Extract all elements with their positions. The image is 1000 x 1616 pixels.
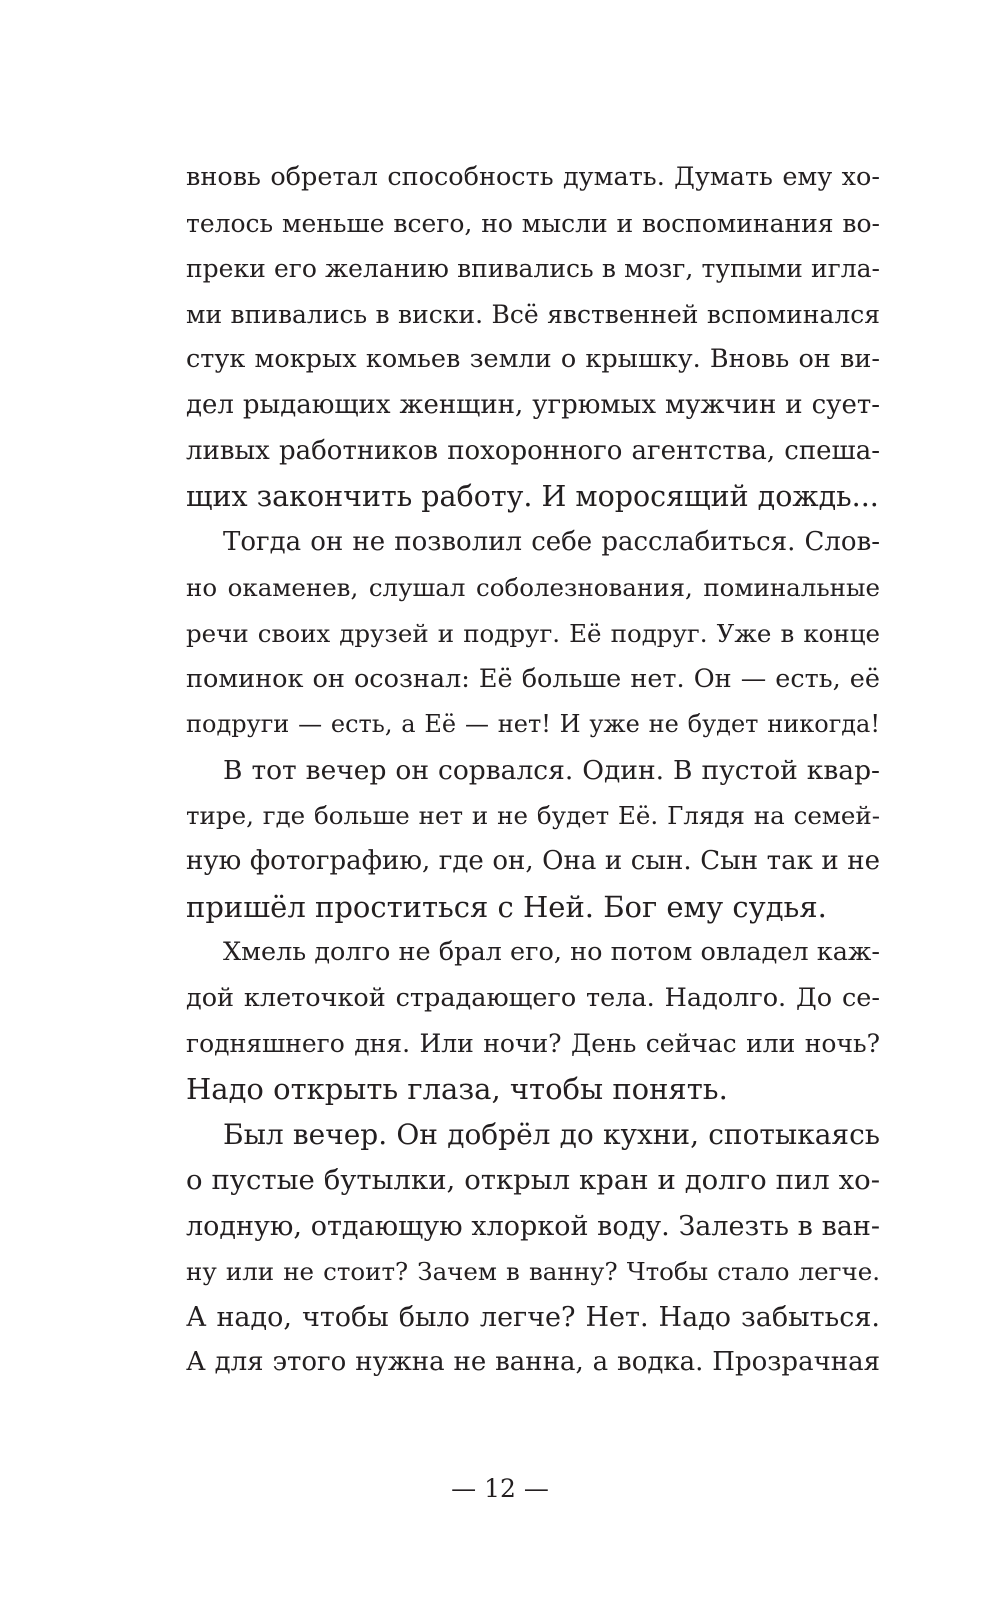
text-line: Хмель долго не брал его, но потом овладел каж- [223,937,880,968]
paragraph [186,930,880,1112]
paragraph [186,155,880,520]
text-line: речи своих друзей и подруг. Её подруг. Уже в конце [186,618,880,648]
text-line: дой клеточкой страдающего тела. Надолго. До се- [186,982,880,1013]
text-line: вновь обретал способность думать. Думать ему хо- [186,162,880,192]
text-line: годняшнего дня. Или ночи? День сейчас или ночь? [186,1029,880,1059]
text-line: но окаменев, слушал соболезнования, поминальные [186,573,880,603]
paragraph [186,520,880,748]
paragraph [186,748,880,930]
text-line: ную фотографию, где он, Она и сын. Сын так и не [186,845,880,876]
text-line: подруги — есть, а Её — нет! И уже не будет никогда! [186,710,880,739]
text-line: поминок он осознал: Её больше нет. Он — есть, её [186,663,880,694]
text-line: дел рыдающих женщин, угрюмых мужчин и сует- [186,389,880,420]
text-line: ми впивались в виски. Всё явственней вспоминался [186,299,880,329]
text-line: о пустые бутылки, открыл кран и долго пил хо- [186,1164,880,1197]
page-number: — 12 — [451,1474,549,1503]
text-line: лодную, отдающую хлоркой воду. Залезть в ван- [186,1210,880,1242]
text-line: преки его желанию впивались в мозг, тупыми игла- [186,254,880,284]
text-line: пришёл проститься с Ней. Бог ему судья. [186,889,827,924]
text-line: ливых работников похоронного агентства, спеша- [186,435,880,466]
text-line: А надо, чтобы было легче? Нет. Надо забыться. [186,1301,880,1333]
text-line: тире, где больше нет и не будет Её. Глядя на семей- [186,801,880,831]
text-line: ну или не стоит? Зачем в ванну? Чтобы стало легче. [186,1257,880,1287]
page-text-body [186,155,880,1386]
text-line: щих закончить работу. И моросящий дождь... [186,480,879,514]
paragraph [186,1112,880,1386]
text-line: А для этого нужна не ванна, а водка. Прозрачная [186,1347,880,1378]
text-line: В тот вечер он сорвался. Один. В пустой квар- [223,754,880,786]
text-line: стук мокрых комьев земли о крышку. Вновь он ви- [186,344,880,375]
text-line: Тогда он не позволил себе расслабиться. Слов- [223,526,880,557]
text-line: Был вечер. Он добрёл до кухни, спотыкаясь [223,1118,880,1152]
text-line: Надо открыть глаза, чтобы понять. [186,1071,728,1106]
text-line: телось меньше всего, но мысли и воспоминания во- [186,208,880,238]
